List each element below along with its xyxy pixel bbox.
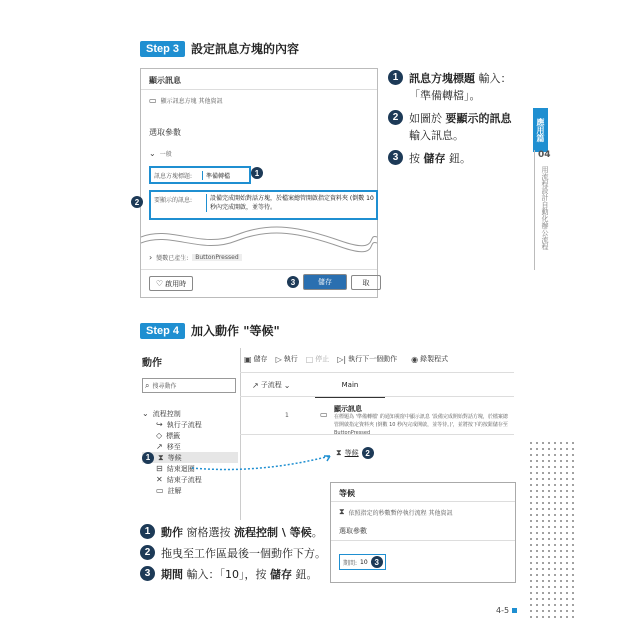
instruction-number: 1 xyxy=(140,524,155,539)
toolbar-label: 錄製程式 xyxy=(420,355,449,363)
instruction-bold: 訊息方塊標題 xyxy=(409,72,475,85)
instruction-number: 3 xyxy=(140,566,155,581)
step3-instruction-3 xyxy=(388,150,518,167)
tree-item-run-subflow[interactable] xyxy=(142,419,238,430)
marker-2: 2 xyxy=(131,196,143,208)
comment-icon: ▭ xyxy=(156,486,164,495)
instruction-pre: 按 xyxy=(409,152,424,165)
dialog-description: 顯示訊息方塊 其他資訊 xyxy=(160,98,223,105)
step3-dialog-screenshot xyxy=(140,68,378,298)
step-desc: 在標題為 '準備轉檔' 的通知視窗中顯示訊息 '設備完成開始對話方塊，於檔案總管開啟指定資料夾 (倒數 10 秒內完成開啟，並等待。)'，並將按下的按鈕儲存至 ButtonPressed xyxy=(334,414,508,436)
wait-dialog-title: 等候 xyxy=(339,489,355,498)
step3-instruction-1 xyxy=(388,70,518,104)
step-number: 1 xyxy=(285,412,289,419)
enabled-toggle[interactable] xyxy=(149,276,193,291)
search-placeholder: 搜尋動作 xyxy=(152,383,177,390)
enabled-label: 啟用時 xyxy=(165,279,187,288)
tree-item-label: 等候 xyxy=(167,453,182,462)
step4-instructions xyxy=(140,524,330,583)
toolbar-label: 執行下一個動作 xyxy=(348,355,398,363)
tree-item-label: 標籤 xyxy=(166,431,181,440)
step4-heading xyxy=(140,322,280,339)
chevron-down-icon: ⌄ xyxy=(149,149,156,158)
tag-icon: ◇ xyxy=(156,431,163,440)
close-icon: ✕ xyxy=(156,475,163,484)
play-icon: ▷ xyxy=(275,354,282,364)
run-next-button[interactable] xyxy=(337,354,397,364)
general-group[interactable] xyxy=(149,149,172,158)
dialog-section: 選取參數 xyxy=(149,128,181,137)
instruction-text: 窗格選按 xyxy=(183,526,234,539)
chapter-desc: 用流程設計自動化辦公流程 xyxy=(541,166,549,250)
instruction-text: 鈕。 xyxy=(445,152,471,165)
tree-item-label: 執行子流程 xyxy=(166,420,202,429)
subflow-dropdown[interactable] xyxy=(252,380,290,390)
step3-title: 設定訊息方塊的內容 xyxy=(191,42,300,56)
stop-button[interactable] xyxy=(306,354,330,364)
wait-dialog-lower xyxy=(330,520,516,583)
dialog-title: 顯示訊息 xyxy=(149,76,181,85)
title-field-input[interactable]: 準備轉檔 xyxy=(202,171,230,180)
instruction-text: 輸入：「準備轉檔」。 xyxy=(409,72,512,102)
drop-label: 等候 xyxy=(344,449,359,457)
tree-item-label: 結束子流程 xyxy=(166,475,202,484)
variables-label: 變數已產生: xyxy=(156,255,189,262)
cancel-button[interactable]: 取 xyxy=(351,275,381,290)
marker-3: 3 xyxy=(371,556,383,568)
page-marker xyxy=(512,608,517,613)
instruction-text: 輸入訊息。 xyxy=(409,129,464,142)
heart-icon: ♡ xyxy=(155,279,164,288)
duration-input[interactable]: 10 xyxy=(360,558,368,566)
hourglass-icon: ⧗ xyxy=(339,507,345,516)
save-icon: ▣ xyxy=(244,354,252,364)
hourglass-icon: ⧗ xyxy=(336,448,342,457)
instruction-bold: 動作 xyxy=(161,526,183,539)
instruction-bold: 期間 xyxy=(161,568,183,581)
toolbar-label: 儲存 xyxy=(253,355,268,363)
tree-item-label: 移至 xyxy=(166,442,181,451)
search-icon: ⌕ xyxy=(145,380,150,390)
marker-1: 1 xyxy=(142,452,154,464)
tree-group-label: 流程控制 xyxy=(152,409,181,418)
marker-1: 1 xyxy=(251,167,263,179)
run-button[interactable] xyxy=(276,354,298,364)
instruction-bold: 流程控制 \ 等候 xyxy=(234,526,312,539)
chevron-down-icon: ⌄ xyxy=(283,380,291,390)
title-field-label: 訊息方塊標題: xyxy=(154,172,193,180)
arrow-icon: ↗ xyxy=(156,442,163,451)
step4-instruction-2 xyxy=(140,545,330,562)
actions-panel-title: 動作 xyxy=(142,358,162,369)
step4-app-screenshot xyxy=(140,348,514,520)
search-input[interactable] xyxy=(142,378,236,393)
page-number: 4-5 xyxy=(496,606,510,615)
loop-end-icon: ⊟ xyxy=(156,464,163,473)
step4-badge: Step 4 xyxy=(140,323,185,339)
tree-item-label: 結束迴圈 xyxy=(166,464,195,473)
wait-dialog-section: 選取參數 xyxy=(339,527,367,535)
save-button[interactable]: 儲存 xyxy=(303,274,347,290)
step4-instruction-1 xyxy=(140,524,330,541)
message-field-label: 要顯示的訊息: xyxy=(154,197,193,204)
subflow-icon: ↗ xyxy=(252,380,259,390)
tree-item-comment[interactable] xyxy=(142,485,238,496)
run-subflow-icon: ↪ xyxy=(156,420,163,429)
page-footer xyxy=(496,606,517,615)
message-icon: ▭ xyxy=(149,96,157,105)
side-tab: 應用篇 xyxy=(533,108,548,152)
subflow-label: 子流程 xyxy=(260,381,282,389)
instruction-number: 1 xyxy=(388,70,403,85)
duration-label: 期間: xyxy=(343,559,358,567)
instruction-number: 2 xyxy=(140,545,155,560)
dialog-description-row xyxy=(149,96,222,105)
tree-item-label: 註解 xyxy=(167,486,182,495)
title-field-row xyxy=(149,166,251,184)
step4-title: 加入動作 "等候" xyxy=(191,324,280,338)
step3-heading xyxy=(140,40,299,57)
instruction-text: 。 xyxy=(311,526,323,539)
step3-instructions xyxy=(388,70,518,167)
variables-row[interactable] xyxy=(149,253,242,262)
instruction-bold: 儲存 xyxy=(270,568,292,581)
wait-dialog-desc-row xyxy=(339,507,453,517)
wait-dialog-desc: 依照指定的秒數暫停執行流程 其他資訊 xyxy=(348,509,453,517)
step-title: 顯示訊息 xyxy=(334,405,362,413)
chevron-right-icon: › xyxy=(149,253,153,262)
marker-3: 3 xyxy=(287,276,299,288)
step3-instruction-2 xyxy=(388,110,518,144)
step-icon: ▷| xyxy=(337,354,347,364)
save-toolbar-button[interactable] xyxy=(244,354,268,364)
instruction-text: 拖曳至工作區最後一個動作下方。 xyxy=(161,547,326,560)
hourglass-icon: ⧗ xyxy=(158,452,164,462)
dropped-wait-action[interactable] xyxy=(336,447,374,459)
tree-item-label-action[interactable] xyxy=(142,430,238,441)
stop-icon: □ xyxy=(305,354,314,364)
drag-arrow xyxy=(190,448,340,478)
message-field-input[interactable]: 設備完成開始對話方塊，於檔案總管開啟指定資料夾 (倒數 10 秒內完成開啟，並等待。 xyxy=(206,194,378,212)
step4-instruction-3 xyxy=(140,566,330,583)
message-icon: ▭ xyxy=(320,410,328,419)
instruction-text: 輸入：「10」，按 xyxy=(183,568,270,581)
record-icon: ◉ xyxy=(411,354,419,364)
instruction-text: 鈕。 xyxy=(292,568,318,581)
marker-2: 2 xyxy=(362,447,374,459)
duration-field-row xyxy=(339,554,386,570)
variables-value: ButtonPressed xyxy=(192,254,241,261)
step3-badge: Step 3 xyxy=(140,41,185,57)
instruction-bold: 儲存 xyxy=(423,152,446,165)
decorative-dots xyxy=(528,440,578,620)
instruction-pre: 如圖於 xyxy=(409,112,446,125)
chevron-down-icon: ⌄ xyxy=(142,409,149,418)
chapter-number: 04 xyxy=(538,150,551,160)
tree-group-flow-control[interactable] xyxy=(142,408,238,419)
instruction-number: 3 xyxy=(388,150,403,165)
message-field-row xyxy=(149,190,378,220)
toolbar xyxy=(244,354,456,364)
instruction-bold: 要顯示的訊息 xyxy=(445,112,512,125)
toolbar-label: 停止 xyxy=(315,355,330,363)
toolbar-label: 執行 xyxy=(283,355,298,363)
tab-main[interactable]: Main xyxy=(315,374,385,398)
instruction-number: 2 xyxy=(388,110,403,125)
actions-panel xyxy=(140,348,241,520)
general-group-label: 一般 xyxy=(159,151,172,158)
recorder-button[interactable] xyxy=(411,354,448,364)
